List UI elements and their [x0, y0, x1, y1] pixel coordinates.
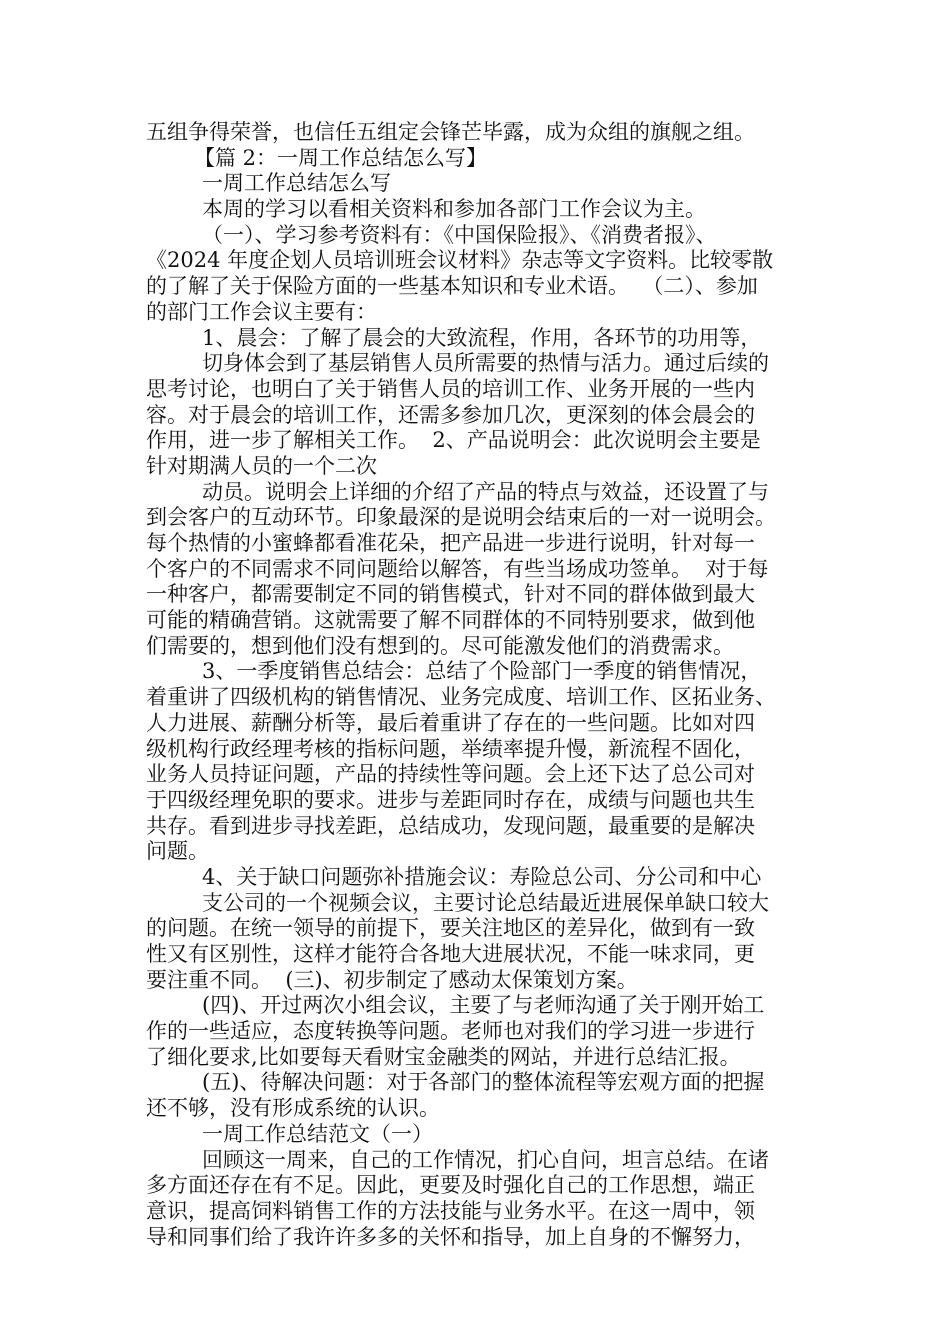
text-line: 还不够，没有形成系统的认识。	[146, 1096, 440, 1121]
text-line: 问题。	[146, 839, 209, 864]
text-line: 可能的精确营销。这就需要了解不同群体的不同特别要求，做到他	[146, 608, 755, 633]
text-line: 思考讨论，也明白了关于销售人员的培训工作、业务开展的一些内	[146, 376, 755, 401]
text-line: 了细化要求,比如要每天看财宝金融类的网站，并进行总结汇报。	[146, 1044, 741, 1069]
text-line: 作的一些适应，态度转换等问题。老师也对我们的学习进一步进行	[146, 1019, 755, 1044]
text-line: 于四级经理免职的要求。进步与差距同时存在，成绩与问题也共生	[146, 787, 755, 812]
text-line: 性又有区别性，这样才能符合各地大进展状况，不能一味求同，更	[146, 942, 755, 966]
text-line: 容。对于晨会的培训工作，还需多参加几次，更深刻的体会晨会的	[146, 402, 755, 427]
text-line: 到会客户的互动环节。印象最深的是说明会结束后的一对一说明会。	[146, 505, 776, 530]
text-line: 五组争得荣誉，也信任五组定会锋芒毕露，成为众组的旗舰之组。	[146, 120, 755, 144]
text-line: 《2024 年度企划人员培训班会议材料》杂志等文字资料。比较零散	[146, 248, 774, 273]
text-line: 动员。说明会上详细的介绍了产品的特点与效益，还设置了与	[202, 479, 769, 504]
text-line: 一周工作总结怎么写	[202, 171, 391, 196]
text-line: 导和同事们给了我许许多多的关怀和指导，加上自身的不懈努力，	[146, 1224, 755, 1249]
text-line: 3、一季度销售总结会：总结了个险部门一季度的销售情况，	[202, 659, 762, 684]
text-line: 着重讲了四级机构的销售情况、业务完成度、培训工作、区拓业务、	[146, 685, 776, 710]
text-line: 共存。看到进步寻找差距，总结成功，发现问题，最重要的是解决	[146, 813, 755, 838]
text-line: (四)、开过两次小组会议，主要了与老师沟通了关于刚开始工	[202, 993, 765, 1018]
text-line: 1、晨会：了解了晨会的大致流程，作用，各环节的功用等，	[202, 325, 762, 350]
text-line: 人力进展、薪酬分析等，最后着重讲了存在的一些问题。比如对四	[146, 710, 755, 735]
text-line: 切身体会到了基层销售人员所需要的热情与活力。通过后续的	[202, 351, 769, 376]
text-line: 本周的学习以看相关资料和参加各部门工作会议为主。	[202, 197, 706, 222]
text-line: 的部门工作会议主要有：	[146, 299, 377, 324]
text-line: (五)、待解决问题：对于各部门的整体流程等宏观方面的把握	[202, 1070, 765, 1095]
text-line: 要注重不同。 (三)、初步制定了感动太保策划方案。	[146, 967, 638, 992]
section-heading: 【篇 2：一周工作总结怎么写】	[194, 145, 488, 170]
text-line: （一）、学习参考资料有：《中国保险报》、《消费者报》、	[202, 222, 717, 247]
text-line: 们需要的，想到他们没有想到的。尽可能激发他们的消费需求。	[146, 633, 734, 658]
text-line: 4、关于缺口问题弥补措施会议：寿险总公司、分公司和中心	[202, 864, 762, 889]
text-line: 意识，提高饲料销售工作的方法技能与业务水平。在这一周中，领	[146, 1198, 755, 1223]
text-line: 多方面还存在有不足。因此，更要及时强化自己的工作思想，端正	[146, 1173, 755, 1198]
text-line: 业务人员持证问题，产品的持续性等问题。会上还下达了总公司对	[146, 762, 755, 787]
text-line: 的问题。在统一领导的前提下，要关注地区的差异化，做到有一致	[146, 916, 755, 941]
text-line: 级机构行政经理考核的指标问题，举绩率提升慢，新流程不固化，	[146, 736, 755, 761]
text-line: 的了解了关于保险方面的一些基本知识和专业术语。 （二）、参加	[146, 274, 758, 299]
text-line: 个客户的不同需求不同问题给以解答，有些当场成功签单。 对于每	[146, 556, 769, 581]
text-line: 每个热情的小蜜蜂都看准花朵，把产品进一步进行说明，针对每一	[146, 531, 755, 555]
text-line: 一种客户，都需要制定不同的销售模式，针对不同的群体做到最大	[146, 582, 755, 607]
subsection-heading: 一周工作总结范文（一）	[202, 1121, 433, 1146]
text-line: 针对期满人员的一个二次	[146, 453, 377, 478]
text-line: 支公司的一个视频会议，主要讨论总结最近进展保单缺口较大	[202, 890, 769, 915]
document-body	[146, 120, 826, 1250]
text-line: 回顾这一周来，自己的工作情况，扪心自问，坦言总结。在诸	[202, 1147, 769, 1172]
text-line: 作用，进一步了解相关工作。 2、产品说明会：此次说明会主要是	[146, 428, 761, 453]
